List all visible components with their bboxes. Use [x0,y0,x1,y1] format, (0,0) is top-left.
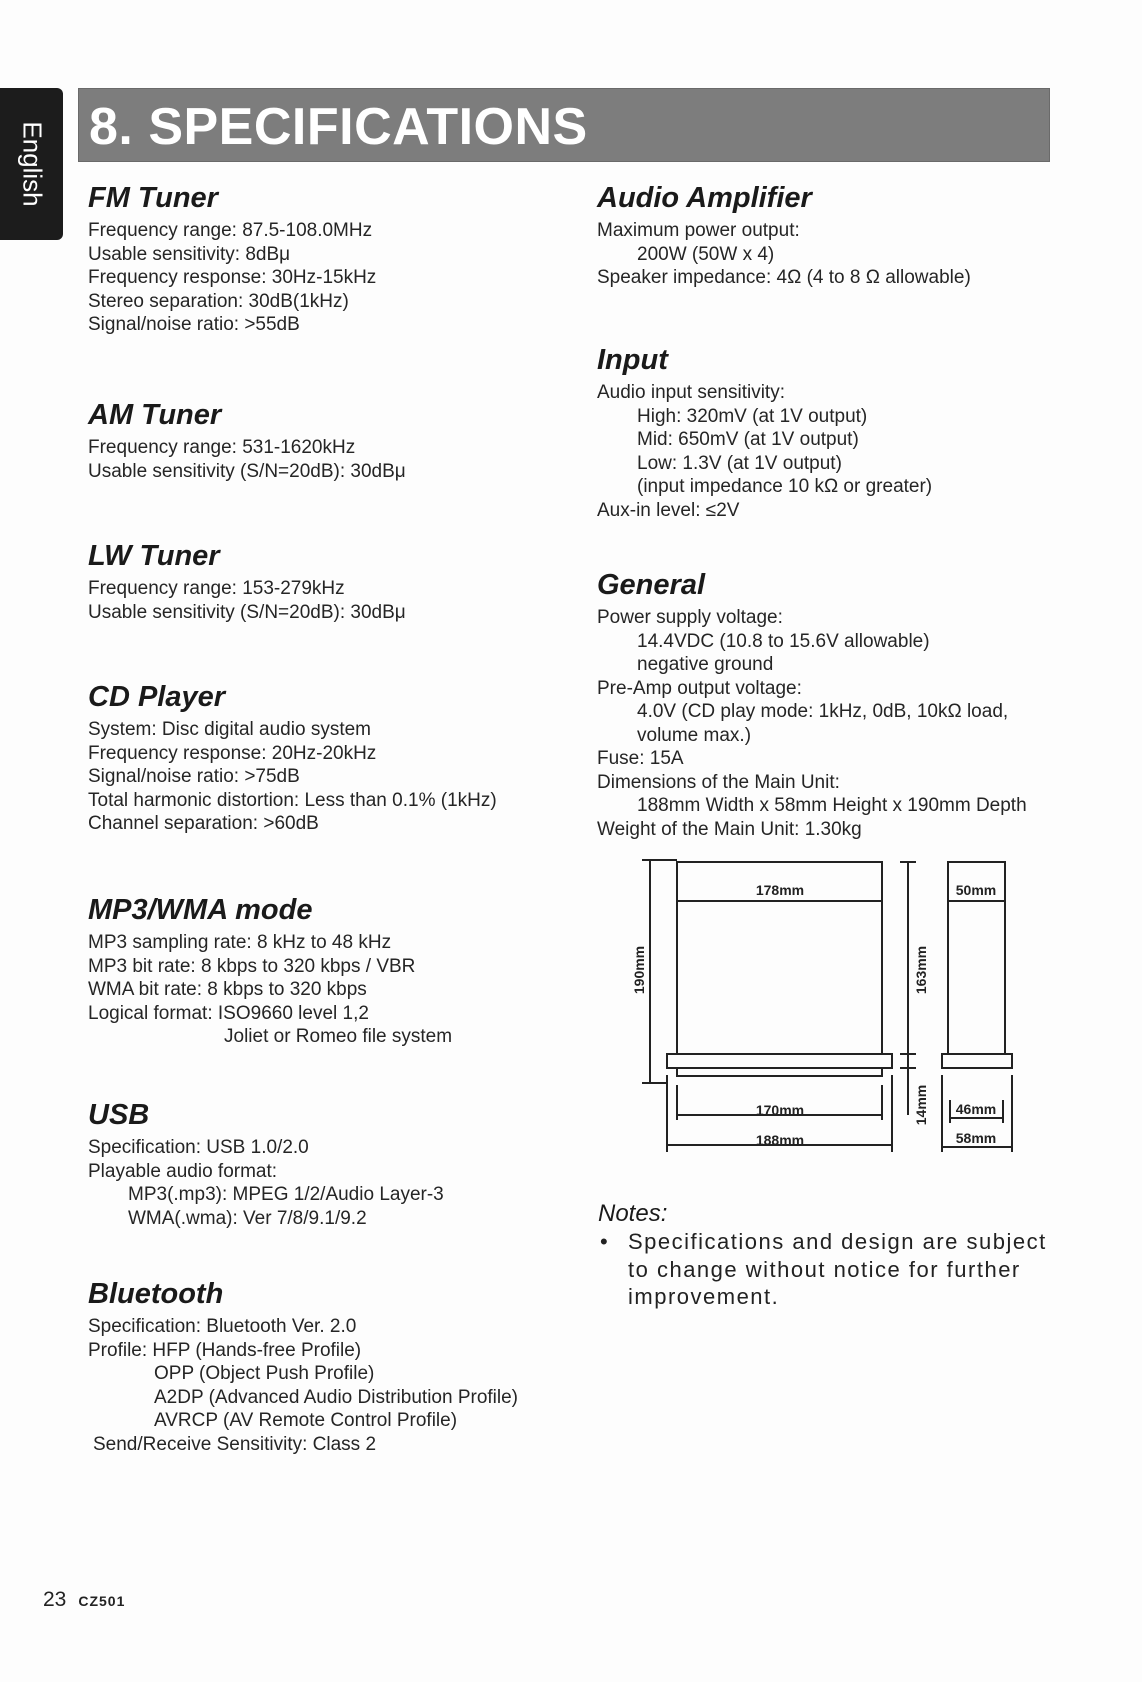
spec-line: 188mm Width x 58mm Height x 190mm Depth [637,795,1027,816]
spec-line: Send/Receive Sensitivity: Class 2 [93,1433,377,1455]
page-title: 8. SPECIFICATIONS [89,98,588,156]
spec-line: Signal/noise ratio: >75dB [88,766,300,787]
spec-line: Total harmonic distortion: Less than 0.1% (1kHz) [88,789,497,811]
section-heading: USB [88,1099,150,1131]
spec-line: Stereo separation: 30dB(1kHz) [88,290,349,312]
spec-line: WMA(.wma): Ver 7/8/9.1/9.2 [128,1207,367,1229]
section-heading: Audio Amplifier [597,182,812,214]
spec-line: Specification: Bluetooth Ver. 2.0 [88,1316,357,1337]
spec-line: Frequency range: 87.5-108.0MHz [88,220,373,241]
language-label: English [17,121,47,207]
section-heading: CD Player [88,681,226,713]
section-heading: MP3/WMA mode [88,894,313,926]
model-name: CZ501 [78,1593,126,1609]
main-unit-front-panel [667,1054,892,1068]
dim-width-178: 178mm [755,882,805,898]
spec-line: Usable sensitivity (S/N=20dB): 30dBμ [88,601,406,623]
page-number: 23 [43,1588,67,1611]
spec-line: Pre-Amp output voltage: [597,677,802,699]
spec-line: Mid: 650mV (at 1V output) [637,429,859,450]
note-item [598,1228,1058,1311]
spec-line: Speaker impedance: 4Ω (4 to 8 Ω allowable) [597,267,971,288]
spec-line: 14.4VDC (10.8 to 15.6V allowable) [637,630,930,652]
spec-line: Playable audio format: [88,1160,278,1182]
spec-line: AVRCP (AV Remote Control Profile) [154,1410,458,1431]
section-heading: Bluetooth [88,1278,224,1310]
main-unit-side-panel [942,1054,1012,1068]
am-tuner-section [88,398,406,483]
spec-line: MP3(.mp3): MPEG 1/2/Audio Layer-3 [128,1184,444,1205]
spec-line: Fuse: 15A [597,748,684,769]
page-footer [43,1588,125,1612]
section-heading: LW Tuner [88,540,220,572]
spec-line: Audio input sensitivity: [597,382,785,403]
spec-line: 4.0V (CD play mode: 1kHz, 0dB, 10kΩ load, [637,701,1009,722]
spec-line: Usable sensitivity: 8dBμ [88,243,291,265]
spec-line: Weight of the Main Unit: 1.30kg [597,818,862,840]
spec-line: Profile: HFP (Hands-free Profile) [88,1339,362,1361]
audio-amplifier-section [597,181,971,290]
bluetooth-section [88,1277,518,1456]
spec-line: Dimensions of the Main Unit: [597,771,840,793]
fm-tuner-section [88,181,376,337]
spec-line: Frequency response: 20Hz-20kHz [88,742,377,764]
section-heading: AM Tuner [88,399,222,431]
spec-line: MP3 sampling rate: 8 kHz to 48 kHz [88,932,392,953]
dim-height-163: 163mm [913,945,929,995]
spec-line: Maximum power output: [597,220,800,241]
spec-line: Frequency range: 531-1620kHz [88,437,356,458]
spec-line: High: 320mV (at 1V output) [637,405,868,427]
dimensions-diagram [620,855,1020,1165]
spec-line: Channel separation: >60dB [88,813,319,834]
dim-height-14: 14mm [913,1084,929,1126]
notes-section [598,1200,1058,1311]
spec-line: Frequency range: 153-279kHz [88,578,345,599]
spec-line: Usable sensitivity (S/N=20dB): 30dBμ [88,460,406,482]
spec-line: negative ground [637,654,774,675]
lw-tuner-section [88,539,406,624]
page-title-bar [78,88,1050,162]
spec-line: Aux-in level: ≤2V [597,499,740,521]
dim-side-58: 58mm [955,1130,997,1146]
spec-line: OPP (Object Push Profile) [154,1363,375,1384]
spec-line: (input impedance 10 kΩ or greater) [637,476,933,497]
section-heading: General [597,569,705,601]
section-heading: FM Tuner [88,182,218,214]
language-tab [0,88,63,240]
spec-line: Power supply voltage: [597,607,783,628]
spec-line: 200W (50W x 4) [637,243,775,265]
spec-line: Joliet or Romeo file system [224,1026,453,1047]
note-text: Specifications and design are subject to change without notice for further improvement. [628,1229,1047,1309]
spec-line: volume max.) [637,724,752,746]
spec-line: A2DP (Advanced Audio Distribution Profile) [154,1386,519,1408]
spec-line: Specification: USB 1.0/2.0 [88,1137,309,1158]
dim-side-50: 50mm [955,882,997,898]
input-section [597,343,932,522]
dim-width-170: 170mm [755,1102,805,1118]
bullet-icon: • [600,1229,610,1254]
general-section [597,568,1027,841]
spec-line: Frequency response: 30Hz-15kHz [88,267,377,288]
spec-line: Low: 1.3V (at 1V output) [637,452,842,474]
spec-line: Signal/noise ratio: >55dB [88,314,300,335]
dim-depth-190: 190mm [631,945,647,995]
mp3-wma-section [88,893,452,1049]
section-heading: Input [597,344,668,376]
notes-title: Notes: [598,1200,668,1227]
dim-side-46: 46mm [955,1101,997,1117]
spec-line: WMA bit rate: 8 kbps to 320 kbps [88,979,367,1000]
cd-player-section [88,680,497,836]
spec-line: Logical format: ISO9660 level 1,2 [88,1002,369,1024]
dim-width-188: 188mm [755,1132,805,1148]
spec-line: System: Disc digital audio system [88,719,371,740]
main-unit-front-base [677,1068,882,1076]
usb-section [88,1098,444,1230]
spec-line: MP3 bit rate: 8 kbps to 320 kbps / VBR [88,955,416,977]
